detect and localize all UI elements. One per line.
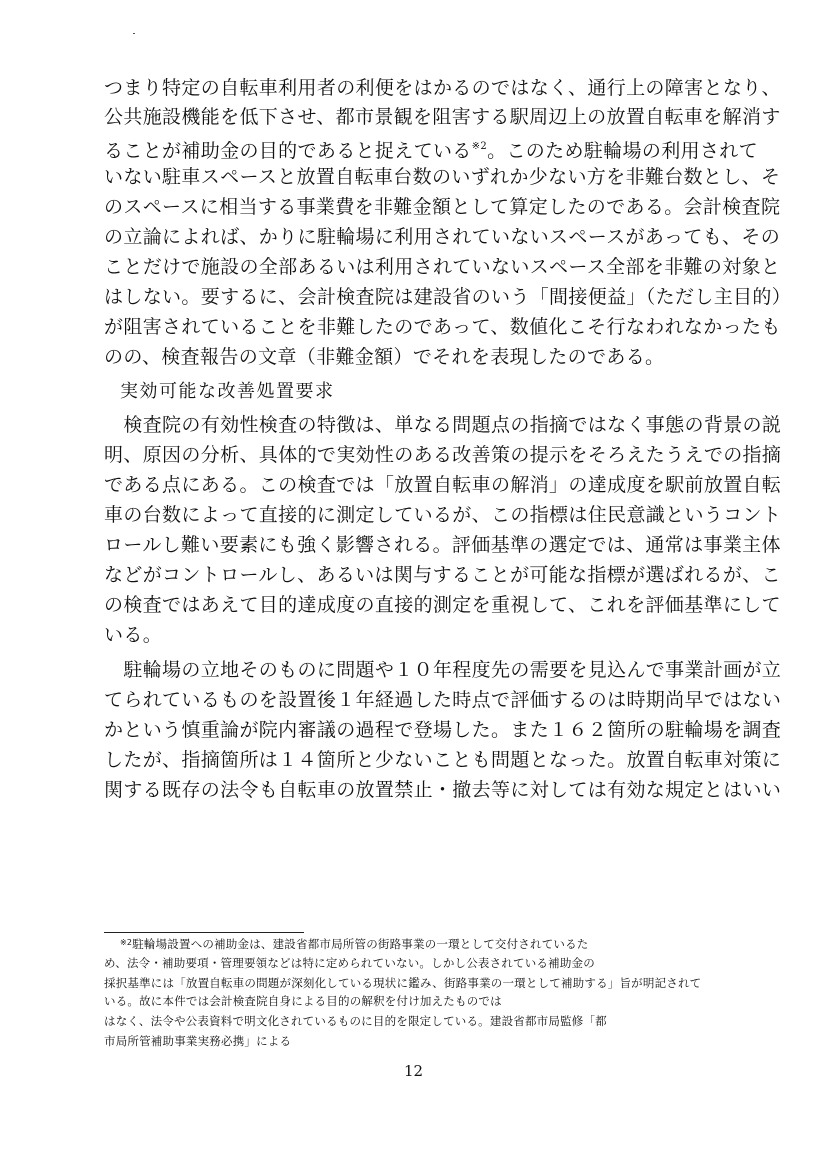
footnote-line	[120, 934, 720, 952]
footnote-separator	[104, 932, 304, 933]
body-line: てられているものを設置後１年経過した時点で評価するのは時期尚早ではない	[104, 689, 782, 711]
body-line: いる。	[104, 624, 163, 646]
footnote-line: 市局所管補助事業実務必携」による	[104, 1034, 292, 1048]
footnote-line: はなく、法令や公表資料で明文化されているものに目的を限定している。建設省都市局監修「都	[104, 1014, 607, 1028]
body-line: いない駐車スペースと放置自転車台数のいずれか少ない方を非難台数とし、そ	[104, 166, 781, 188]
body-line: したが、指摘箇所は１４箇所と少ないことも問題となった。放置自転車対策に	[104, 749, 782, 771]
scan-speck	[133, 33, 135, 34]
body-line: 明、原因の分析、具体的で実効性のある改善策の提示をそろえたうえでの指摘	[104, 444, 782, 466]
body-line: 関する既存の法令も自転車の放置禁止・撤去等に対しては有効な規定とはいい	[104, 779, 782, 801]
body-line-text-b: 。このため駐輪場の利用されて	[487, 140, 759, 162]
body-line: 車の台数によって直接的に測定しているが、この指標は住民意識というコント	[104, 504, 782, 526]
body-line: のの、検査報告の文章（非難金額）でそれを表現したのである。	[104, 346, 665, 368]
footnote-mark: ※2	[120, 938, 133, 947]
body-line	[104, 133, 759, 162]
body-line: が阻害されていることを非難したのであって、数値化こそ行なわれなかったも	[104, 316, 781, 338]
footnote-reference[interactable]: ※2	[471, 141, 488, 152]
body-line: はしない。要するに、会計検査院は建設省のいう「間接便益」（ただし主目的）	[104, 286, 792, 308]
footnote-line: 採択基準には「放置自転車の問題が深刻化している現状に鑑み、街路事業の一環として補助する」旨が明記されている。故に本件では会計検査院自身による目的の解釈を付け加えたものでは	[104, 976, 702, 1008]
body-line-text-a: ることが補助金の目的であると捉えている	[104, 140, 472, 162]
body-line: かという慎重論が院内審議の過程で登場した。また１６２箇所の駐輪場を調査	[104, 719, 782, 741]
body-line: のスペースに相当する事業費を非難金額として算定したのである。会計検査院	[104, 196, 781, 218]
page-number: 12	[403, 1062, 424, 1080]
body-line: 検査院の有効性検査の特徴は、単なる問題点の指摘ではなく事態の背景の説	[104, 414, 782, 436]
body-line: である点にある。この検査では「放置自転車の解消」の達成度を駅前放置自転	[104, 474, 782, 496]
section-heading: 実効可能な改善処置要求	[120, 381, 335, 402]
body-line: などがコントロールし、あるいは関与することが可能な指標が選ばれるが、こ	[104, 564, 781, 586]
footnote-line: め、法令・補助要項・管理要領などは特に定められていない。しかし公表されている補助金の	[104, 956, 595, 970]
body-line: 公共施設機能を低下させ、都市景観を阻害する駅周辺上の放置自転車を解消す	[104, 106, 781, 128]
body-line: 駐輪場の立地そのものに問題や１０年程度先の需要を見込んで事業計画が立	[104, 659, 782, 681]
body-line: ロールし難い要素にも強く影響される。評価基準の選定では、通常は事業主体	[104, 534, 781, 556]
body-line: つまり特定の自転車利用者の利便をはかるのではなく、通行上の障害となり、	[104, 77, 781, 99]
footnote-text: 駐輪場設置への補助金は、建設省都市局所管の街路事業の一環として交付されているた	[132, 937, 589, 951]
body-line: ことだけで施設の全部あるいは利用されていないスペース全部を非難の対象と	[104, 256, 781, 278]
body-line: の検査ではあえて目的達成度の直接的測定を重視して、これを評価基準にして	[104, 594, 781, 616]
body-line: の立論によれば、かりに駐輪場に利用されていないスペースがあっても、その	[104, 226, 781, 248]
